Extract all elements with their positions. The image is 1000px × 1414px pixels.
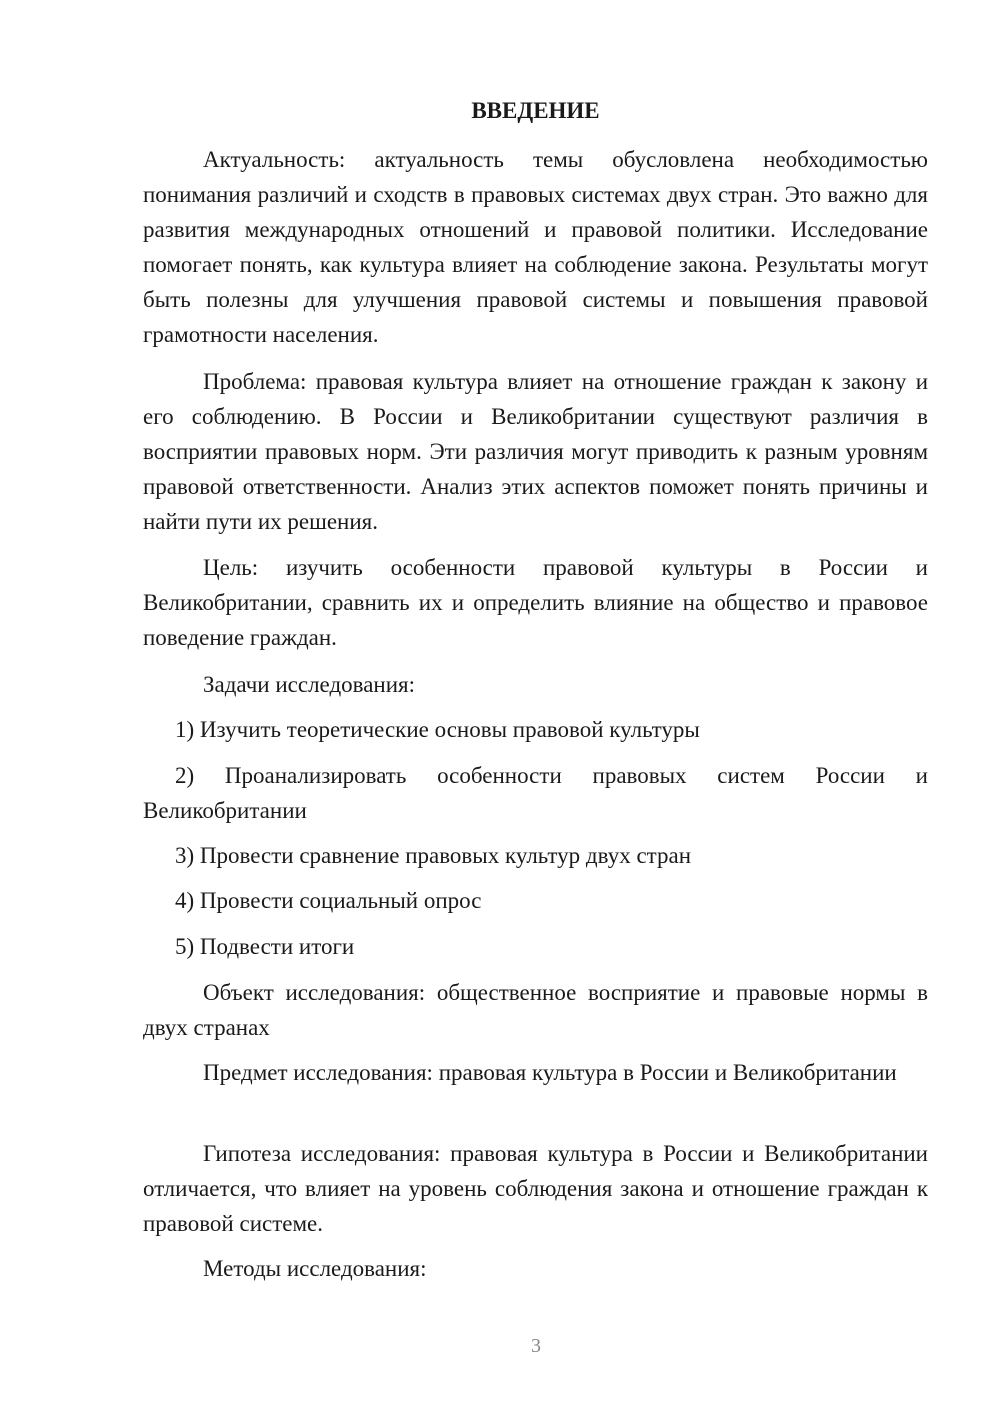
paragraph-methods: Методы исследования: bbox=[203, 1256, 427, 1281]
tasks-heading: Задачи исследования: bbox=[203, 672, 416, 697]
paragraph-subject: Предмет исследования: правовая культура в России и Великобритании bbox=[203, 1060, 897, 1085]
paragraph-object: Объект исследования: общественное восприятие и правовые нормы в двух странах bbox=[143, 980, 928, 1040]
paragraph-problem: Проблема: правовая культура влияет на отношение граждан к закону и его соблюдению. В России и Великобритании существуют различия в восприятии правовых норм. Эти различия могут приводить к разным уровням правовой ответственности. Анализ этих аспектов поможет понять причины и найти пути их решения. bbox=[143, 369, 928, 534]
task-item-1: 1) Изучить теоретические основы правовой культуры bbox=[175, 717, 700, 742]
page-number: 3 bbox=[531, 1335, 541, 1357]
task-item-2: 2) Проанализировать особенности правовых систем России и Великобритании bbox=[143, 763, 928, 823]
task-item-3: 3) Провести сравнение правовых культур двух стран bbox=[175, 843, 692, 868]
task-item-4: 4) Провести социальный опрос bbox=[175, 888, 482, 913]
paragraph-hypothesis: Гипотеза исследования: правовая культура в России и Великобритании отличается, что влияет на уровень соблюдения закона и отношение граждан к правовой системе. bbox=[143, 1141, 928, 1236]
paragraph-relevance: Актуальность: актуальность темы обусловлена необходимостью понимания различий и сходств в правовых системах двух стран. Это важно для развития международных отношений и правовой политики. Исследование помогает понять, как культура влияет на соблюдение закона. Результаты могут быть полезны для улучшения правовой системы и повышения правовой грамотности населения. bbox=[143, 147, 928, 347]
task-item-5: 5) Подвести итоги bbox=[175, 934, 355, 959]
section-title: ВВЕДЕНИЕ bbox=[471, 98, 600, 123]
paragraph-goal: Цель: изучить особенности правовой культуры в России и Великобритании, сравнить их и определить влияние на общество и правовое поведение граждан. bbox=[143, 555, 928, 650]
